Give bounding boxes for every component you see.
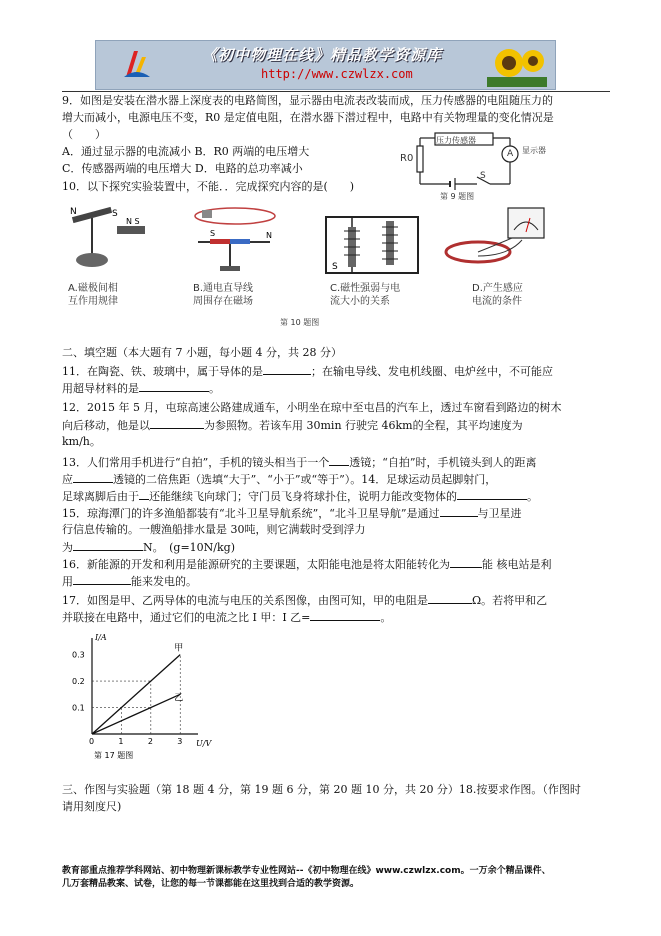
q14-line: 足球离脚后由于 还能继续飞向球门；守门员飞身将球扑住，说明力能改变物体的 。 <box>62 490 538 503</box>
q13-line2: 应 透镜的二倍焦距（选填“大于”、“小于”或“等于”）。14．足球运动员起脚射门， <box>62 473 497 486</box>
q10-panel-b-label: B.通电直导线 周围存在磁场 <box>193 283 254 307</box>
q9-switch-label: S <box>480 171 486 181</box>
q10-panel-b-figure <box>180 204 290 276</box>
svg-text:N: N <box>70 207 77 217</box>
q12-line2: 向后移动，他是以 为参照物。若该车用 30min 行驶完 46km的全程，其平均速度为 <box>62 419 523 432</box>
q17-blank1[interactable] <box>428 592 472 604</box>
q9-figure-caption: 第 9 题图 <box>440 192 475 201</box>
q10-panel-d-label: D.产生感应 电流的条件 <box>472 283 523 307</box>
q10-panel-a-label: A.磁极间相 互作用规律 <box>68 283 118 307</box>
q10-figure-caption: 第 10 题图 <box>280 318 320 327</box>
series-line-yi <box>92 694 180 734</box>
banner-url[interactable]: http://www.czwlzx.com <box>261 67 413 81</box>
section2-heading: 二、填空题（本大题有 7 小题，每小题 4 分，共 28 分） <box>62 346 342 359</box>
q17-line2: 并联接在电路中，通过它们的电流之比 I 甲：I 乙= 。 <box>62 611 392 624</box>
header-banner <box>95 40 556 90</box>
q9-display-label: 显示器 <box>522 146 546 155</box>
x-axis-label: U/V <box>196 739 212 748</box>
q11-line2: 用超导材料的是 。 <box>62 382 220 395</box>
x-tick-label: 3 <box>177 737 183 746</box>
q15-blank2[interactable] <box>73 539 143 551</box>
q9-line2: 增大而减小，电源电压不变，R0 是定值电阻，在潜水器下潜过程中，电路中有关物理量的变化情况是 <box>62 111 554 124</box>
header-rule <box>62 91 610 92</box>
q9-line1: 9．如图是安装在潜水器上深度表的电路简图，显示器由电流表改装而成，压力传感器的电阻随压力的 <box>62 94 553 107</box>
q16-blank2[interactable] <box>73 573 131 585</box>
q9-option-c-d: C．传感器两端的电压增大 D．电路的总功率减小 <box>62 162 303 175</box>
q17-blank2[interactable] <box>310 609 380 621</box>
section3-line1: 三、作图与实验题（第 18 题 4 分，第 19 题 6 分，第 20 题 10 分，共 20 分）18.按要求作图。（作图时 <box>62 783 581 796</box>
footer-line1: 教育部重点推荐学科网站、初中物理新课标教学专业性网站--《初中物理在线》www.czwlzx.com。一万余个精品课件、 <box>62 866 551 876</box>
q17-figure-caption: 第 17 题图 <box>94 751 134 760</box>
series-line-jia <box>92 655 180 734</box>
svg-text:N S: N S <box>126 217 140 226</box>
series-label: 乙 <box>174 693 184 704</box>
y-axis-label: I/A <box>95 633 107 642</box>
svg-text:S: S <box>210 229 216 238</box>
q17-iu-chart <box>66 633 212 764</box>
q13-blank2[interactable] <box>73 471 113 483</box>
q15-line3: 为 N。 (g=10N/kg) <box>62 541 236 554</box>
q12-line3: km/h。 <box>62 435 101 448</box>
q11-blank1[interactable] <box>263 363 311 375</box>
q9-line3: （ ） <box>62 128 106 141</box>
q14-blank2[interactable] <box>457 488 527 500</box>
q9-option-a-b: A．通过显示器的电流减小 B．R0 两端的电压增大 <box>62 145 310 158</box>
q11-line1: 11．在陶瓷、铁、玻璃中，属于导体的是 ；在输电导线、发电机线圈、电炉丝中，不可能应 <box>62 365 553 378</box>
q13-blank1[interactable] <box>329 454 349 466</box>
q10-panel-c-figure <box>322 213 427 281</box>
q14-blank1[interactable] <box>139 488 149 500</box>
q10-panel-d-figure <box>438 204 558 276</box>
q17-line1: 17．如图是甲、乙两导体的电流与电压的关系图像，由图可知，甲的电阻是 Ω。若将甲和乙 <box>62 594 548 607</box>
x-tick-label: 1 <box>118 737 124 746</box>
sunflower-icon <box>487 43 547 87</box>
q12-blank1[interactable] <box>150 417 204 429</box>
q9-ammeter-label: A <box>507 149 514 159</box>
series-label: 甲 <box>174 643 184 654</box>
q15-blank1[interactable] <box>440 505 478 517</box>
q9-r0-label: R0 <box>400 153 414 164</box>
footer-line2: 几万套精品教案、试卷，让您的每一节课都能在这里找到合适的教学资源。 <box>62 879 360 889</box>
section3-line2: 请用刻度尺) <box>62 800 122 813</box>
q13-line1: 13．人们常用手机进行“自拍”，手机的镜头相当于一个 透镜；“自拍”时，手机镜头到人的距离 <box>62 456 537 469</box>
svg-text:N: N <box>266 231 272 240</box>
x-tick-label: 0 <box>89 737 95 746</box>
q16-line2: 用 能来发电的。 <box>62 575 197 588</box>
q10-panel-c-label: C.磁性强弱与电 流大小的关系 <box>330 283 401 307</box>
q9-sensor-label: 压力传感器 <box>436 136 476 145</box>
site-logo-icon <box>122 47 152 81</box>
q16-blank1[interactable] <box>450 556 482 568</box>
x-tick-label: 2 <box>147 737 153 746</box>
y-tick-label: 0.3 <box>72 650 85 660</box>
q10-panel-a-figure <box>62 204 152 274</box>
q12-line1: 12．2015 年 5 月，屯琼高速公路建成通车，小明坐在琼中至屯昌的汽车上，透过车窗看到路边的树木 <box>62 401 562 414</box>
resistor-r0 <box>417 146 423 172</box>
svg-text:S: S <box>112 209 118 219</box>
q11-blank2[interactable] <box>139 380 209 392</box>
footer <box>62 865 551 891</box>
q15-line2: 行信息传输的。一艘渔船排水量是 30吨，则它满载时受到浮力 <box>62 523 366 536</box>
q16-line1: 16．新能源的开发和利用是能源研究的主要课题，太阳能电池是将太阳能转化为 能 核电站是利 <box>62 558 552 571</box>
svg-text:S: S <box>332 262 338 272</box>
banner-title: 《初中物理在线》精品教学资源库 <box>202 46 443 64</box>
q10-stem: 10．以下探究实验装置中，不能．．完成探究内容的是( ) <box>62 180 355 193</box>
q15-line1: 15．琼海潭门的许多渔船都装有“北斗卫星导航系统”，“北斗卫星导航”是通过 与卫星进 <box>62 507 522 520</box>
y-tick-label: 0.2 <box>72 677 85 687</box>
y-tick-label: 0.1 <box>72 703 85 713</box>
